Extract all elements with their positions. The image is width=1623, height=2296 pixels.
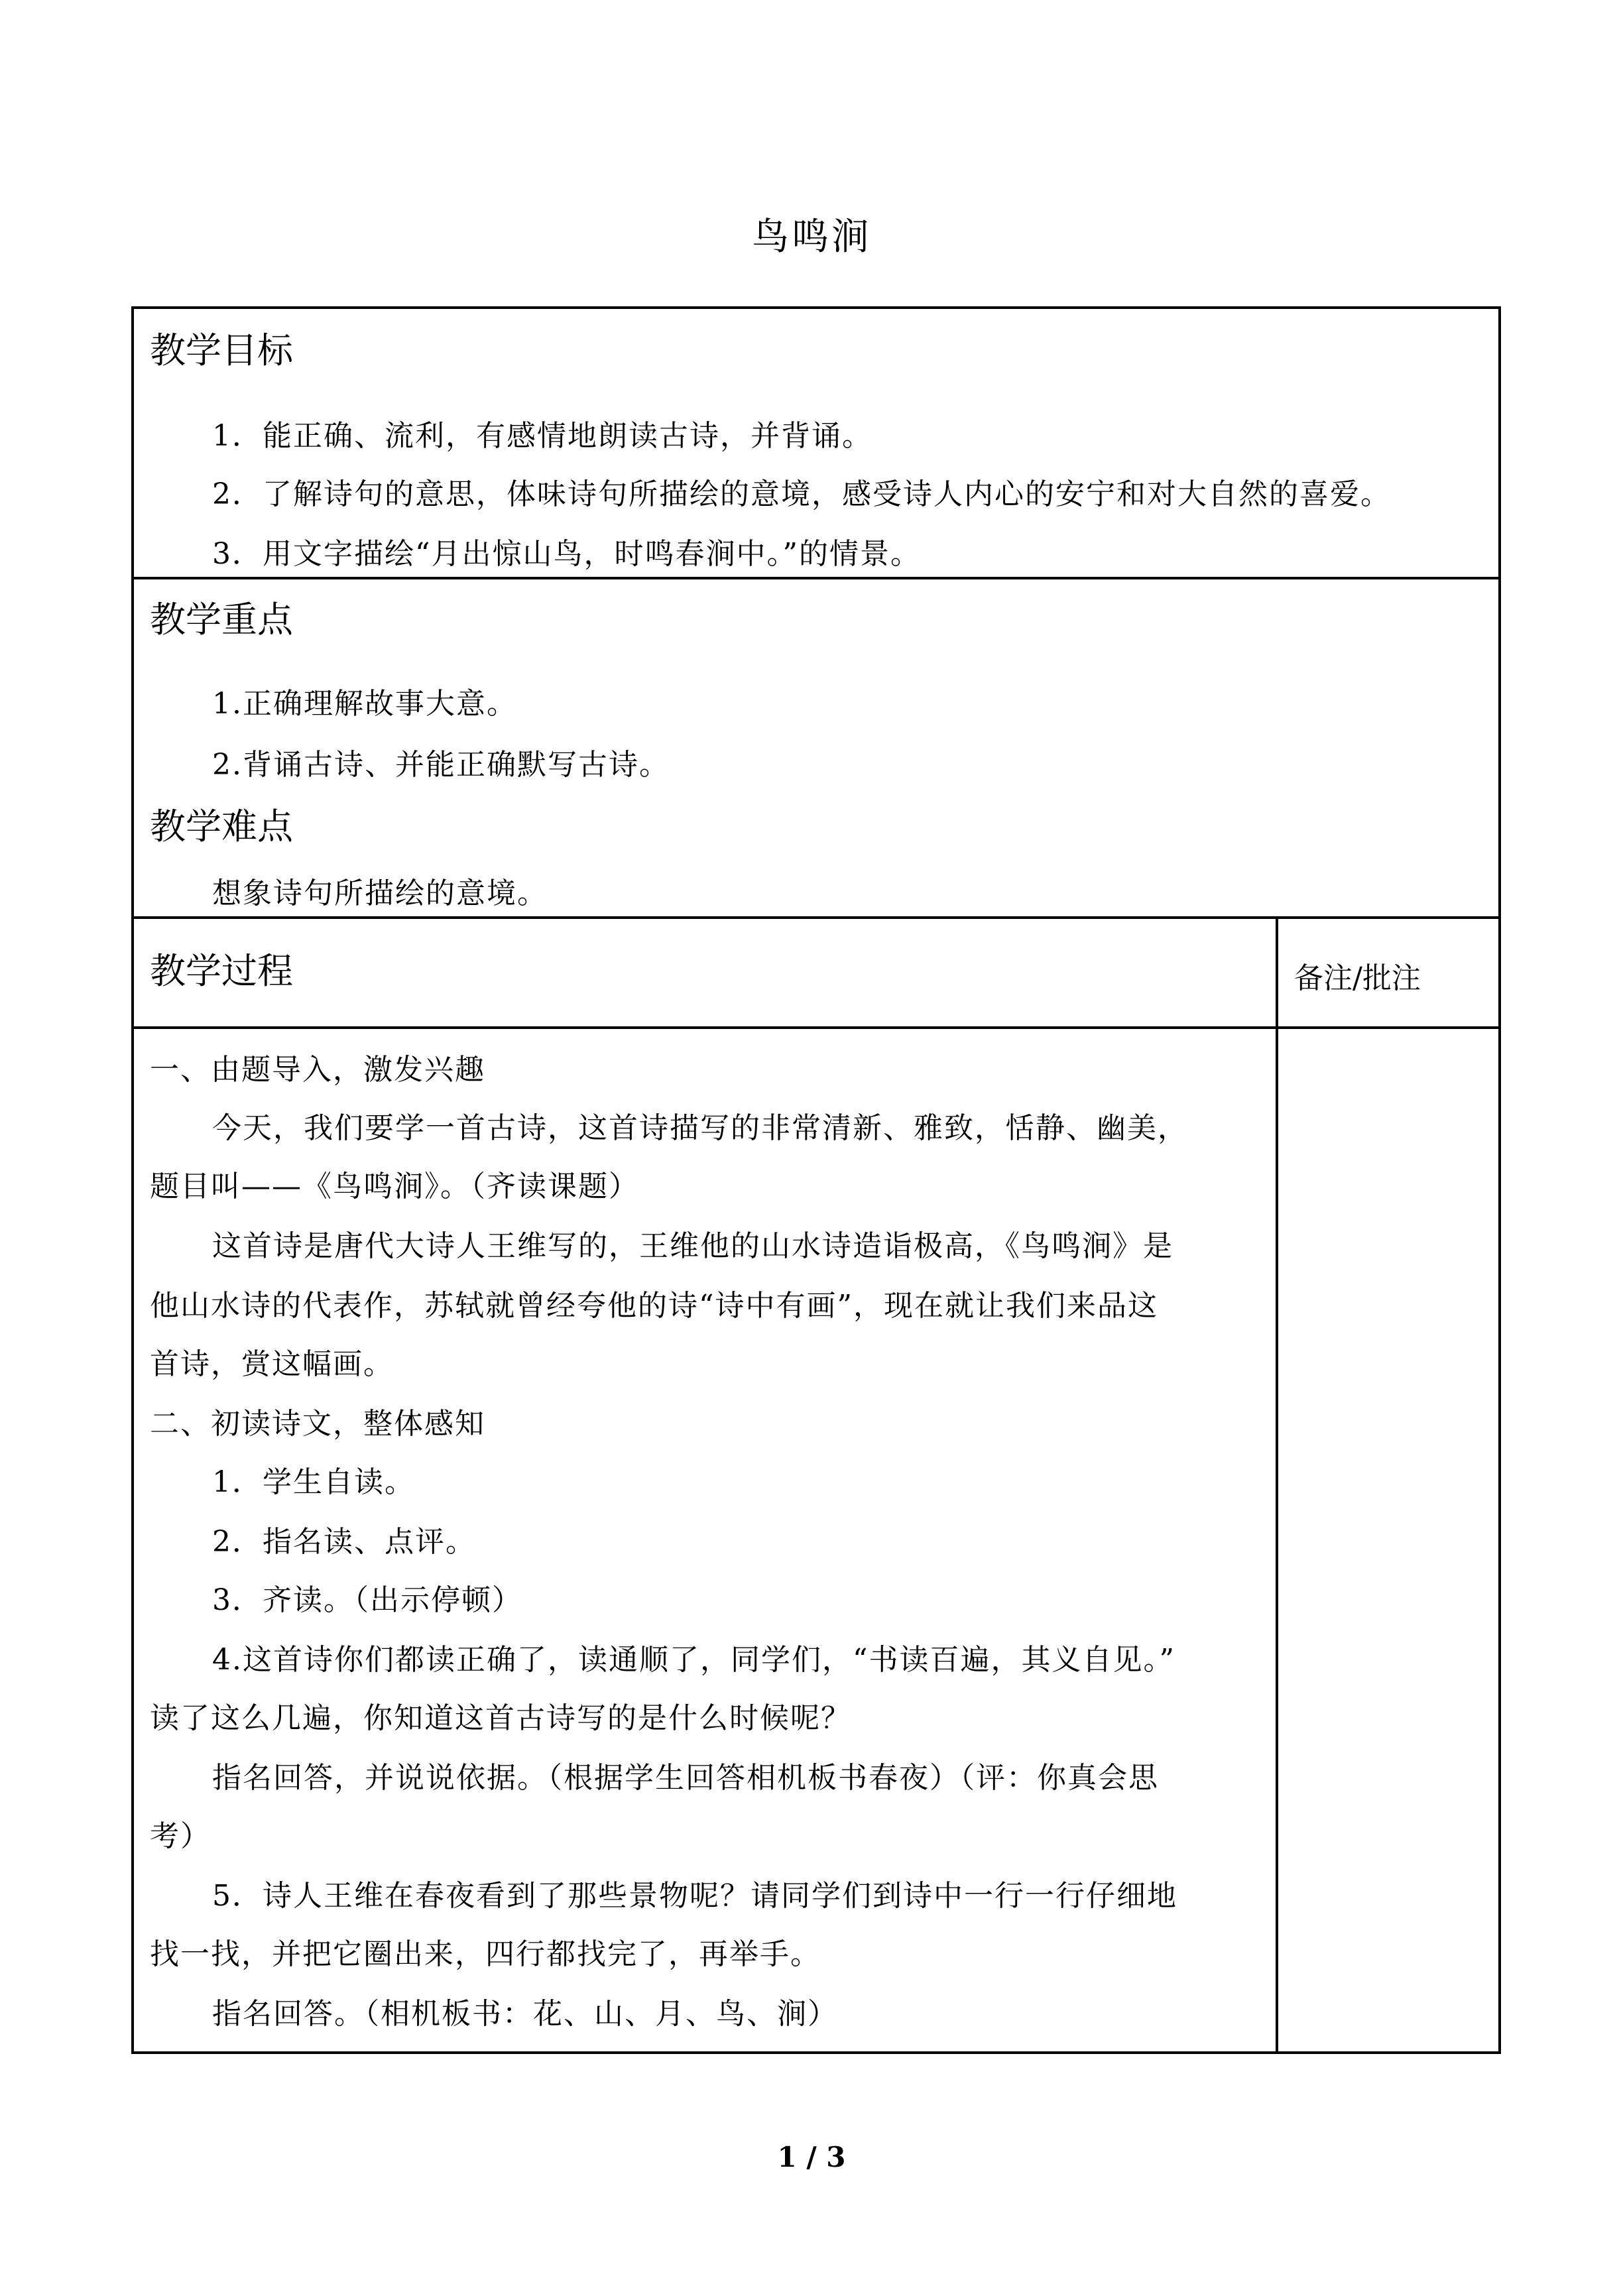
process-line: 2．指名读、点评。: [212, 1525, 476, 1559]
column-divider: [1276, 916, 1278, 1029]
difficulty-text: 想象诗句所描绘的意境。: [212, 876, 548, 910]
process-line: 指名回答，并说说依据。（根据学生回答相机板书春夜）（评：你真会思: [212, 1761, 1159, 1795]
process-line: 读了这么几遍，你知道这首古诗写的是什么时候呢？: [150, 1701, 851, 1735]
process-line: 考）: [150, 1819, 211, 1853]
difficulties-heading: 教学难点: [150, 806, 293, 847]
process-line: 这首诗是唐代大诗人王维写的，王维他的山水诗造诣极高，《鸟鸣涧》是: [212, 1229, 1173, 1263]
key-point-item: 2.背诵古诗、并能正确默写古诗。: [212, 748, 670, 782]
column-divider: [1276, 1026, 1278, 2054]
process-line: 一、由题导入，激发兴趣: [150, 1053, 485, 1087]
objectives-heading: 教学目标: [150, 330, 293, 371]
process-line: 今天，我们要学一首古诗，这首诗描写的非常清新、雅致，恬静、幽美，: [212, 1111, 1188, 1145]
process-line: 1．学生自读。: [212, 1465, 415, 1499]
process-line: 3．齐读。（出示停顿）: [212, 1583, 522, 1617]
key-point-item: 1.正确理解故事大意。: [212, 687, 517, 721]
process-heading: 教学过程: [150, 950, 293, 992]
process-line: 他山水诗的代表作，苏轼就曾经夸他的诗“诗中有画”，现在就让我们来品这: [150, 1289, 1158, 1323]
notes-label: 备注/批注: [1294, 961, 1421, 995]
process-line: 首诗，赏这幅画。: [150, 1347, 394, 1381]
key-points-heading: 教学重点: [150, 599, 293, 640]
objective-item: 3．用文字描绘“月出惊山鸟，时鸣春涧中。”的情景。: [212, 537, 921, 571]
process-line: 5．诗人王维在春夜看到了那些景物呢？请同学们到诗中一行一行仔细地: [212, 1879, 1177, 1913]
page-title: 鸟鸣涧: [752, 215, 871, 259]
process-line: 4.这首诗你们都读正确了，读通顺了，同学们，“书读百遍，其义自见。”: [212, 1643, 1175, 1677]
page-indicator: 1 / 3: [777, 2141, 846, 2173]
process-line: 找一找，并把它圈出来，四行都找完了，再举手。: [150, 1937, 821, 1971]
objective-item: 1．能正确、流利，有感情地朗读古诗，并背诵。: [212, 419, 872, 453]
process-line: 题目叫——《鸟鸣涧》。（齐读课题）: [150, 1170, 639, 1203]
objective-item: 2．了解诗句的意思，体味诗句所描绘的意境，感受诗人内心的安宁和对大自然的喜爱。: [212, 477, 1391, 511]
process-line: 指名回答。（相机板书：花、山、月、鸟、涧）: [212, 1997, 838, 2031]
process-line: 二、初读诗文，整体感知: [150, 1407, 485, 1441]
